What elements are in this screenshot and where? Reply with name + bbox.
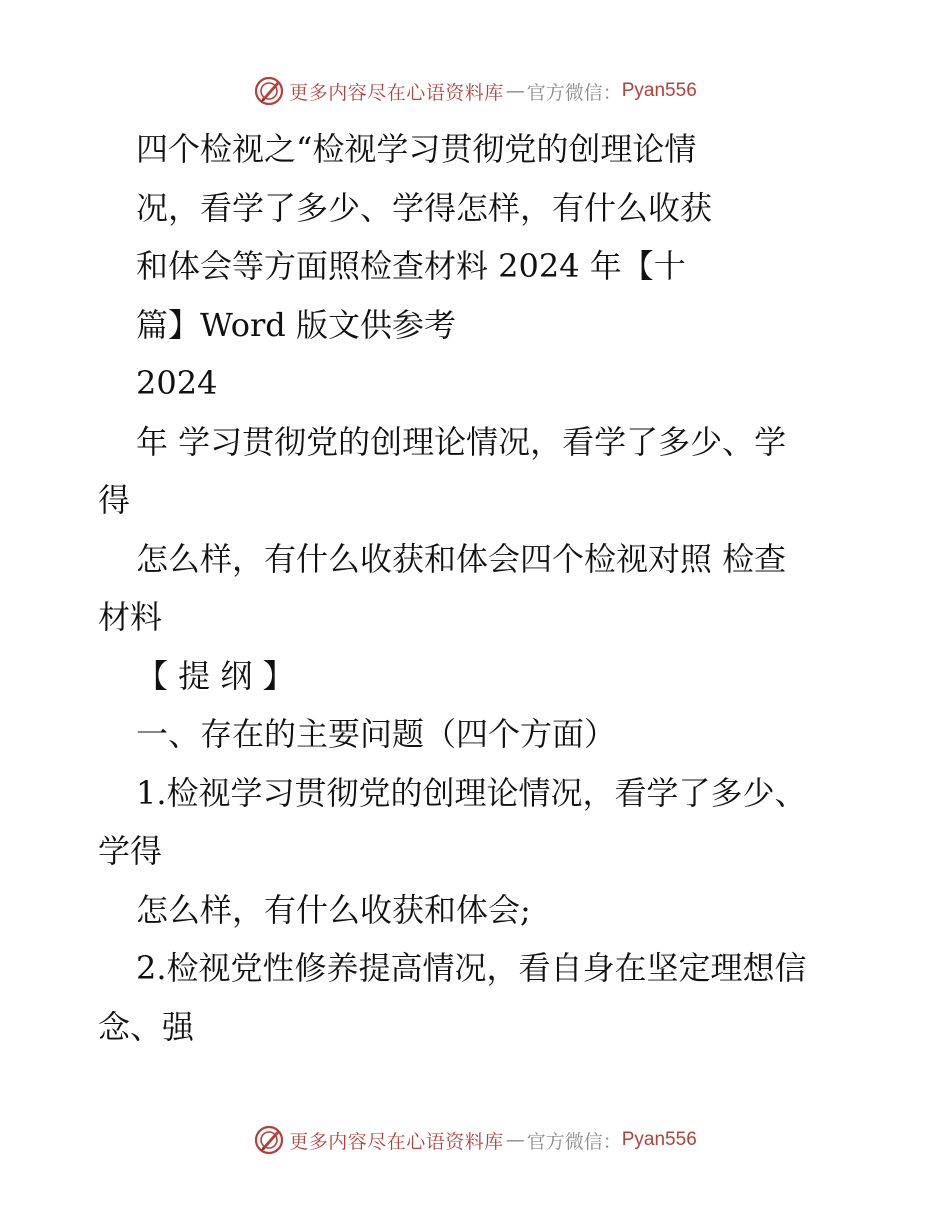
text-line: 一、存在的主要问题（四个方面）: [136, 715, 617, 753]
text-line: 念、强: [98, 1007, 195, 1046]
text-line: 四个检视之“检视学习贯彻党的创理论情: [136, 130, 697, 168]
text-line: 材料: [98, 598, 163, 636]
watermark-dash: —: [505, 80, 525, 102]
text-line: 篇】Word 版文供参考: [136, 305, 456, 344]
brand-logo-icon: [253, 1124, 285, 1156]
document-body: [98, 120, 858, 1056]
text-line: 学得: [98, 832, 163, 870]
watermark-text: 更多内容尽在心语资料库: [289, 81, 504, 104]
watermark-wechat-id: Pyan556: [621, 1129, 697, 1150]
text-line: 1.检视学习贯彻党的创理论情况，看学了多少、: [136, 773, 807, 812]
text-line: 况，看学了多少、学得怎样，有什么收获: [136, 188, 713, 227]
text-line: 2024: [136, 364, 218, 402]
text-line: 年 学习贯彻党的创理论情况，看学了多少、学: [136, 422, 787, 461]
watermark-dash: —: [505, 1129, 525, 1151]
text-line: 得: [98, 481, 131, 519]
text-line: 和体会等方面照检查材料 2024 年【十: [136, 247, 686, 285]
watermark-wechat-id: Pyan556: [621, 80, 697, 101]
watermark-text: 更多内容尽在心语资料库: [289, 1130, 504, 1153]
text-line: 【 提 纲 】: [136, 656, 295, 695]
brand-logo-icon: [253, 75, 285, 107]
watermark-official-label: 官方微信：: [526, 1130, 622, 1153]
footer-watermark: [0, 1120, 950, 1160]
text-line: 2.检视党性修养提高情况，看自身在坚定理想信: [136, 949, 807, 987]
watermark-official-label: 官方微信：: [526, 81, 622, 104]
header-watermark: [0, 71, 950, 111]
text-line: 怎么样，有什么收获和体会四个检视对照 检查: [136, 539, 787, 578]
text-line: 怎么样，有什么收获和体会;: [136, 890, 531, 929]
